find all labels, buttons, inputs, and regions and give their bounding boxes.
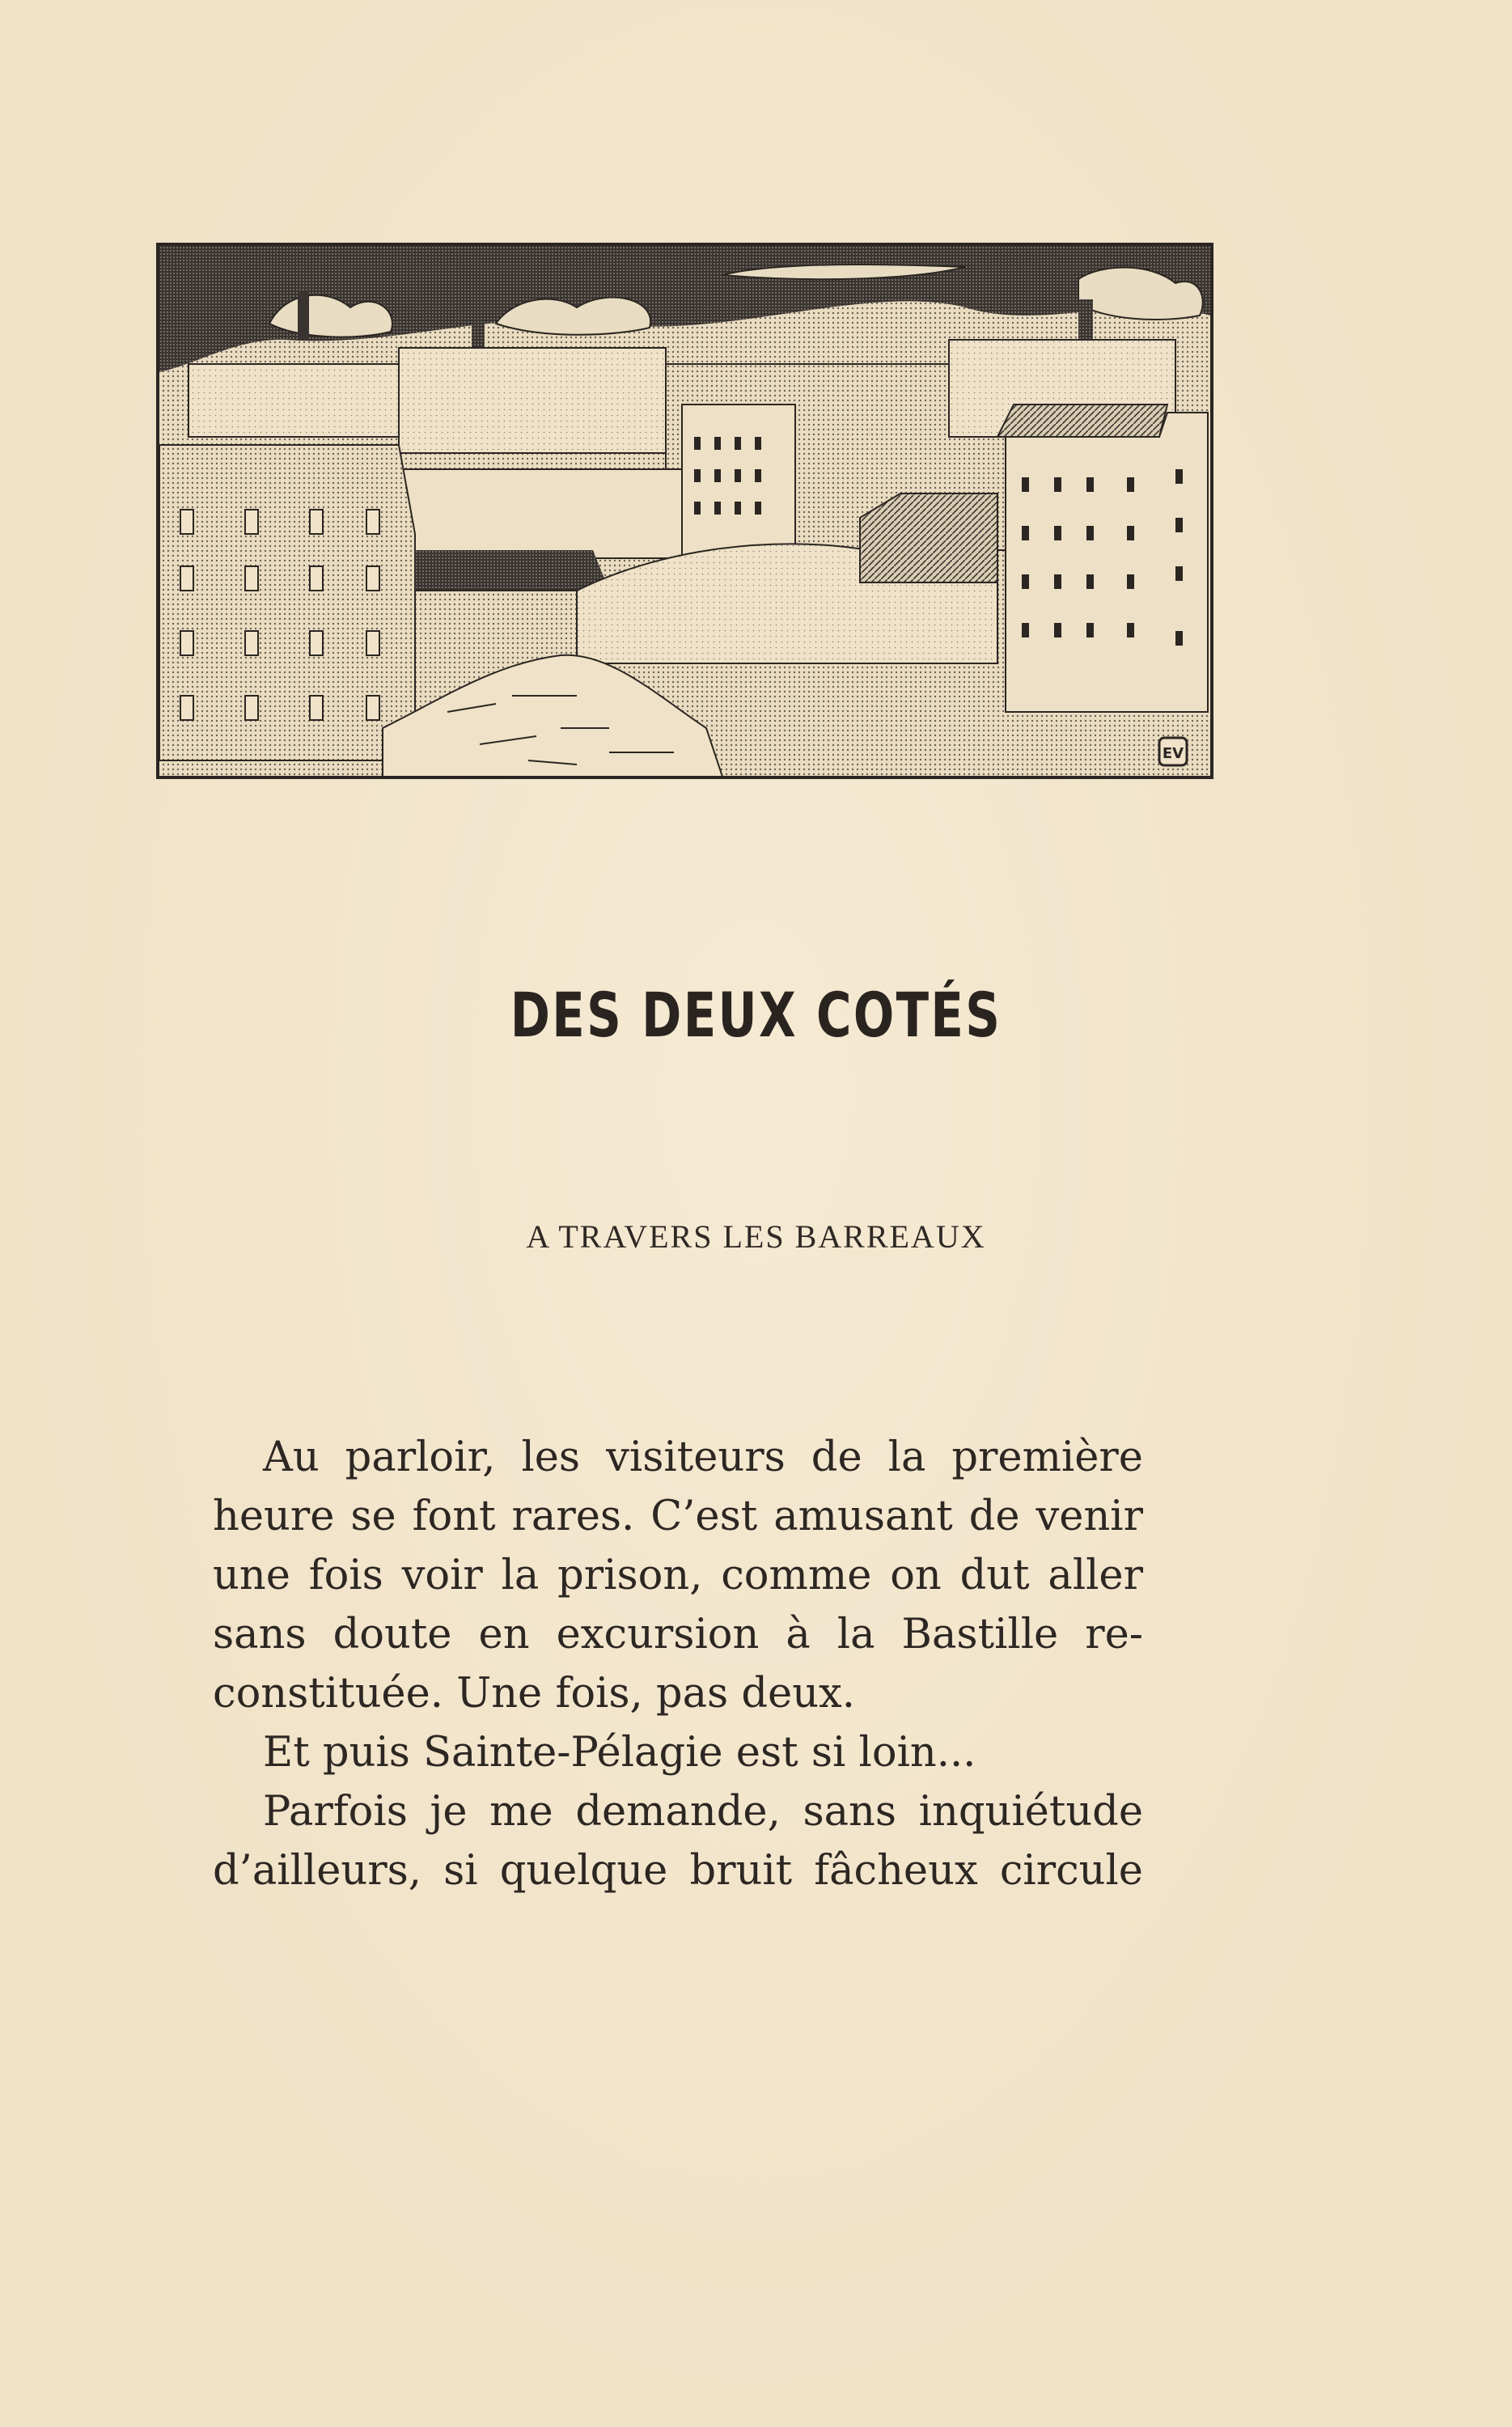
- text-line: Au parloir, les visiteurs de la première: [263, 1434, 1143, 1481]
- text-line: Parfois je me demande, sans inquiétude: [263, 1788, 1143, 1836]
- text-line: Et puis Sainte-Pélagie est si loin...: [263, 1729, 976, 1777]
- text-line: une fois voir la prison, comme on dut aller: [213, 1552, 1143, 1599]
- artist-monogram: [1159, 738, 1187, 765]
- text-line: heure se font rares. C’est amusant de venir: [213, 1493, 1143, 1540]
- city-rooftops-illustration: [156, 243, 1213, 779]
- text-line: constituée. Une fois, pas deux.: [213, 1670, 856, 1718]
- chapter-title: DES DEUX COTÉS: [510, 979, 1002, 1051]
- chapter-subtitle: A TRAVERS LES BARREAUX: [526, 1218, 986, 1255]
- text-line: d’ailleurs, si quelque bruit fâcheux circule: [213, 1847, 1143, 1895]
- text-line: sans doute en excursion à la Bastille re-: [213, 1611, 1143, 1658]
- svg-text:EV: EV: [1162, 745, 1184, 762]
- body-text: [213, 1428, 1143, 1900]
